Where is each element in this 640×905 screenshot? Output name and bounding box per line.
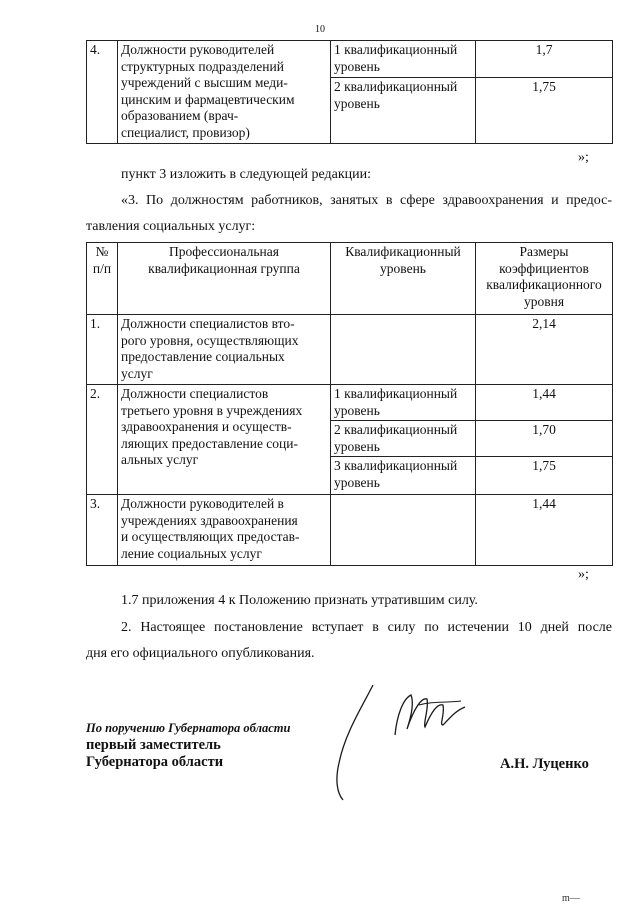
header-line: п/п xyxy=(92,260,112,276)
group-line: учреждениях здравоохранения xyxy=(121,512,298,528)
coef-cell: 2,14 xyxy=(476,315,613,385)
paragraph-effective-line2: дня его официального опубликования. xyxy=(86,646,315,661)
row-number: 1. xyxy=(87,315,118,385)
table-row xyxy=(87,495,613,566)
header-line: квалификационного xyxy=(486,277,602,292)
closing-quote-1: »; xyxy=(578,150,589,165)
header-group xyxy=(118,243,331,315)
group-line: цинским и фармацевтическим xyxy=(121,91,295,107)
signature-block xyxy=(86,720,290,771)
coef-cell: 1,7 xyxy=(476,41,613,78)
qualification-table xyxy=(86,242,613,566)
group-line: и осуществляющих предостав- xyxy=(121,529,300,544)
level-line: 1 квалификационный xyxy=(334,386,458,401)
header-line: Размеры xyxy=(519,244,569,259)
group-line: Должности специалистов вто- xyxy=(121,316,295,331)
header-line: уровень xyxy=(380,260,426,276)
header-line: № xyxy=(95,244,109,259)
coef-cell: 1,70 xyxy=(476,421,613,457)
group-line: образованием (врач- xyxy=(121,108,239,123)
level-cell xyxy=(331,385,476,421)
header-line: квалификационная группа xyxy=(148,260,300,276)
paragraph-point-3: пункт 3 изложить в следующей редакции: xyxy=(121,167,371,182)
header-line: Квалификационный xyxy=(345,244,461,259)
table-row xyxy=(87,41,613,78)
page-number: 10 xyxy=(315,24,325,35)
level-cell xyxy=(331,495,476,566)
group-line: специалист, провизор) xyxy=(121,124,250,140)
level-line: 1 квалификационный xyxy=(334,42,458,57)
group-line: Должности специалистов xyxy=(121,386,269,401)
table-row xyxy=(87,385,613,421)
level-line: 3 квалификационный xyxy=(334,458,458,473)
header-line: Профессиональная xyxy=(169,244,279,259)
coef-cell: 1,75 xyxy=(476,457,613,495)
group-line: структурных подразделений xyxy=(121,58,284,74)
level-cell xyxy=(331,421,476,457)
header-coefficient xyxy=(476,243,613,315)
group-cell xyxy=(118,315,331,385)
row-number: 3. xyxy=(87,495,118,566)
group-cell xyxy=(118,385,331,495)
signatory-name: А.Н. Луценко xyxy=(500,756,589,772)
level-cell xyxy=(331,41,476,78)
table-continuation xyxy=(86,40,613,144)
group-line: предоставление социальных xyxy=(121,349,285,364)
level-cell xyxy=(331,315,476,385)
paragraph-effective-line1: 2. Настоящее постановление вступает в силу по истечении 10 дней после xyxy=(121,620,612,635)
by-order-text: По поручению Губернатора области xyxy=(86,721,291,735)
group-line: здравоохранения и осуществ- xyxy=(121,419,292,434)
group-line: Должности руководителей в xyxy=(121,496,284,511)
group-line: ление социальных услуг xyxy=(121,545,262,561)
paragraph-intro-line2: тавления социальных услуг: xyxy=(86,219,256,234)
coef-cell: 1,75 xyxy=(476,78,613,144)
header-line: уровня xyxy=(523,293,565,309)
handwritten-signature xyxy=(325,675,495,805)
level-line: уровень xyxy=(334,58,380,74)
group-line: услуг xyxy=(121,365,153,381)
group-cell xyxy=(118,495,331,566)
header-number xyxy=(87,243,118,315)
group-line: альных услуг xyxy=(121,452,199,467)
group-line: третьего уровня в учреждениях xyxy=(121,402,303,418)
position-line1: первый заместитель xyxy=(86,737,221,753)
header-line: коэффициентов xyxy=(499,260,589,276)
level-cell xyxy=(331,78,476,144)
coef-cell: 1,44 xyxy=(476,385,613,421)
position-line2: Губернатора области xyxy=(86,754,224,770)
group-line: рого уровня, осуществляющих xyxy=(121,332,299,348)
level-cell xyxy=(331,457,476,495)
table-header-row xyxy=(87,243,613,315)
table-row xyxy=(87,315,613,385)
group-line: учреждений с высшим меди- xyxy=(121,75,288,90)
level-line: 2 квалификационный xyxy=(334,79,458,94)
coef-cell: 1,44 xyxy=(476,495,613,566)
level-line: уровень xyxy=(334,95,380,111)
footer-mark: m— xyxy=(562,893,580,904)
row-number: 2. xyxy=(87,385,118,495)
paragraph-repeal: 1.7 приложения 4 к Положению признать утратившим силу. xyxy=(121,593,478,608)
level-line: 2 квалификационный xyxy=(334,422,458,437)
level-line: уровень xyxy=(334,438,380,454)
closing-quote-2: »; xyxy=(578,567,589,582)
group-cell xyxy=(118,41,331,144)
level-line: уровень xyxy=(334,474,380,490)
header-level xyxy=(331,243,476,315)
row-number: 4. xyxy=(87,41,118,144)
group-line: Должности руководителей xyxy=(121,42,275,57)
group-line: ляющих предоставление соци- xyxy=(121,435,298,451)
level-line: уровень xyxy=(334,402,380,418)
paragraph-intro-line1: «3. По должностям работников, занятых в сфере здравоохранения и предос- xyxy=(121,193,612,208)
